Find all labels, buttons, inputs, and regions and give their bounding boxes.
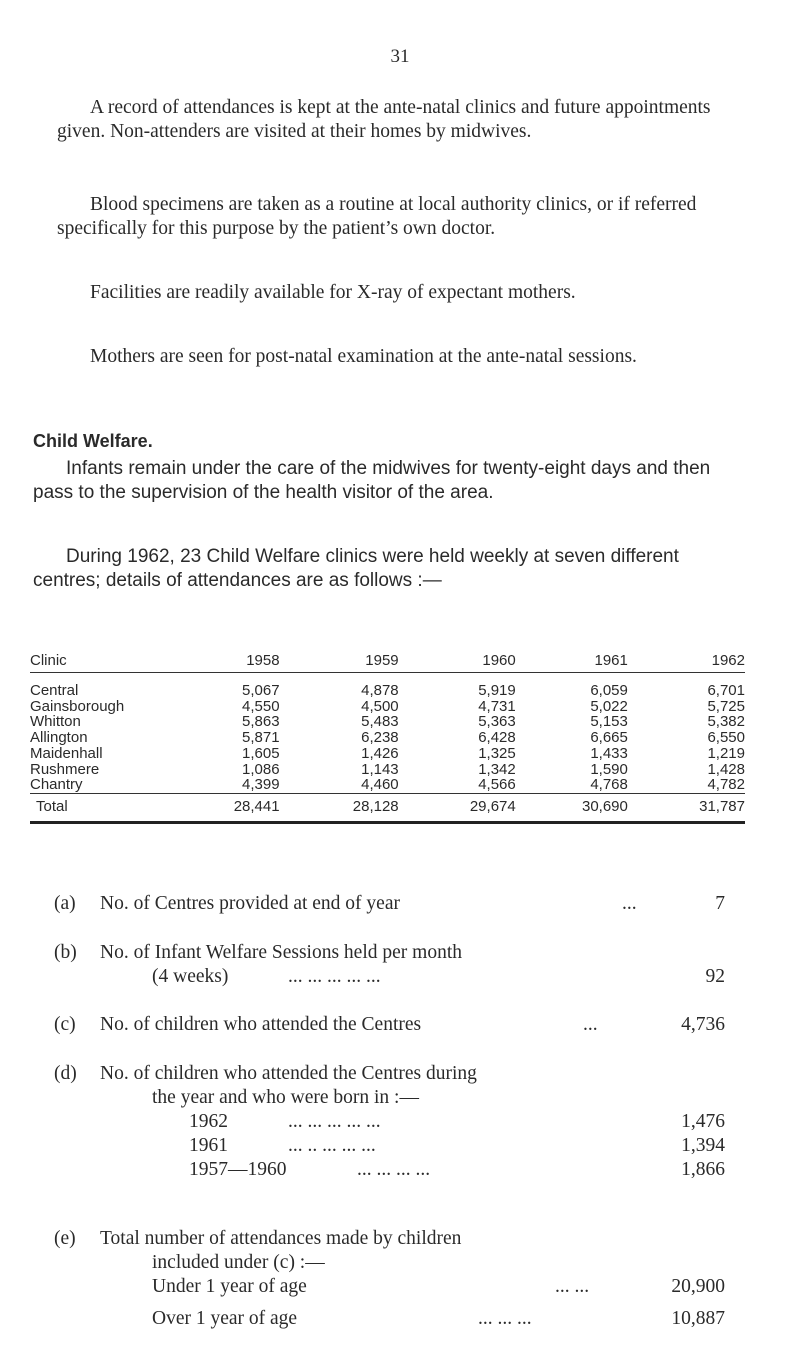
item-value: 92 — [705, 966, 725, 987]
table-cell: Maidenhall — [30, 744, 103, 762]
subrow-label: Over 1 year of age — [152, 1308, 298, 1329]
table-cell: 6,428 — [478, 729, 516, 747]
table-cell: 30,690 — [516, 793, 628, 822]
paragraph-text: Infants remain under the care of the midwives for twenty-eight days and then pass to the supervision of the health visitor of the area. — [33, 458, 711, 503]
item-text-continued: included under (c) :— — [152, 1252, 325, 1273]
table-cell: Rushmere — [30, 760, 100, 778]
table-cell: Central — [30, 682, 79, 700]
table-header-row — [30, 648, 745, 673]
attendance-table — [30, 648, 745, 824]
subrow-value: 1,476 — [681, 1111, 725, 1132]
table-cell: 4,550 — [242, 697, 280, 715]
table-row — [30, 714, 745, 730]
paragraph-post-natal — [57, 345, 742, 369]
table-cell: 6,701 — [707, 682, 745, 700]
paragraph-text: A record of attendances is kept at the ante-natal clinics and future appointments given. Non-attenders are visited at their homes by midwives. — [57, 97, 711, 142]
table-cell: 29,674 — [399, 793, 516, 822]
column-header: 1958 — [195, 648, 280, 673]
section-heading: Child Welfare. — [33, 431, 153, 451]
table-cell: 4,878 — [361, 682, 399, 700]
page-number: 31 — [390, 46, 410, 67]
table-cell: 6,665 — [590, 729, 628, 747]
item-letter: (a) — [54, 893, 76, 914]
column-header: 1962 — [628, 648, 745, 673]
item-letter: (d) — [54, 1063, 77, 1084]
paragraph-antenatal-record — [57, 96, 742, 144]
dot-leader: ... ... ... ... ... — [288, 1111, 381, 1132]
table-cell: Total — [30, 793, 195, 822]
table-cell: 5,725 — [707, 697, 745, 715]
table-cell: 4,500 — [361, 697, 399, 715]
table-cell: 1,219 — [707, 744, 745, 762]
subrow-label: 1962 — [189, 1111, 228, 1132]
item-text: No. of Infant Welfare Sessions held per month — [100, 942, 462, 963]
table-cell: 5,153 — [590, 713, 628, 731]
table-cell: Chantry — [30, 777, 195, 793]
table-row — [30, 730, 745, 746]
paragraph-infants — [33, 457, 743, 505]
table-row — [30, 746, 745, 762]
item-value: 7 — [715, 893, 725, 914]
item-text-continued: (4 weeks) — [152, 966, 229, 987]
dot-leader: ... ... ... — [478, 1308, 532, 1329]
table-cell: 31,787 — [628, 793, 745, 822]
item-letter: (b) — [54, 942, 77, 963]
table-cell: 5,863 — [242, 713, 280, 731]
table-cell: 1,590 — [590, 760, 628, 778]
table-cell: 1,325 — [478, 744, 516, 762]
subrow-label: 1961 — [189, 1135, 228, 1156]
item-text: Total number of attendances made by children — [100, 1228, 462, 1249]
dot-leader: ... .. ... ... ... — [288, 1135, 376, 1156]
item-text-continued: the year and who were born in :— — [152, 1087, 419, 1108]
paragraph-during-1962 — [33, 545, 743, 593]
dot-leader: ... — [622, 893, 637, 914]
table-cell: Allington — [30, 729, 88, 747]
table-cell: 5,919 — [478, 682, 516, 700]
paragraph-blood-specimens — [57, 193, 742, 241]
dot-leader: ... — [583, 1014, 598, 1035]
table-cell: 6,550 — [707, 729, 745, 747]
paragraph-text: Blood specimens are taken as a routine at local authority clinics, or if referred specifically for this purpose by the patient’s own doctor. — [57, 194, 697, 239]
paragraph-text: Facilities are readily available for X-ray of expectant mothers. — [90, 282, 576, 303]
dot-leader: ... ... ... ... ... — [288, 966, 381, 987]
item-value: 4,736 — [681, 1014, 725, 1035]
item-letter: (e) — [54, 1228, 76, 1249]
column-header: 1960 — [399, 648, 516, 673]
table-cell: 4,731 — [478, 697, 516, 715]
item-text: No. of Centres provided at end of year — [100, 893, 400, 914]
table-cell: 5,067 — [242, 682, 280, 700]
table-cell: 4,399 — [195, 777, 280, 793]
table-cell: 1,086 — [242, 760, 280, 778]
dot-leader: ... ... — [555, 1276, 590, 1297]
table-cell: 4,782 — [628, 777, 745, 793]
table-cell: 5,022 — [590, 697, 628, 715]
paragraph-text: Mothers are seen for post-natal examination at the ante-natal sessions. — [90, 346, 637, 367]
table-total-row — [30, 793, 745, 822]
subrow-value: 20,900 — [671, 1276, 725, 1297]
subrow-value: 10,887 — [671, 1308, 725, 1329]
table-row — [30, 777, 745, 793]
subrow-value: 1,866 — [681, 1159, 725, 1180]
table-cell: 28,128 — [280, 793, 399, 822]
table-cell: 5,871 — [242, 729, 280, 747]
table-cell: 4,566 — [399, 777, 516, 793]
table-cell: 6,059 — [590, 682, 628, 700]
paragraph-xray — [57, 281, 742, 305]
subrow-label: Under 1 year of age — [152, 1276, 307, 1297]
table-cell: 1,605 — [242, 744, 280, 762]
column-header: Clinic — [30, 648, 195, 673]
subrow-label: 1957—1960 — [189, 1159, 287, 1180]
table-row — [30, 699, 745, 715]
table-cell: 1,428 — [707, 760, 745, 778]
table-cell: 1,143 — [361, 760, 399, 778]
item-text: No. of children who attended the Centres during — [100, 1063, 477, 1084]
paragraph-text: During 1962, 23 Child Welfare clinics were held weekly at seven different centres; details of attendances are as follows :— — [33, 546, 679, 591]
table-cell: 5,382 — [707, 713, 745, 731]
item-text: No. of children who attended the Centres — [100, 1014, 422, 1035]
table-cell: 5,483 — [361, 713, 399, 731]
table-cell: 4,768 — [516, 777, 628, 793]
table-cell: 1,433 — [590, 744, 628, 762]
table-cell: Gainsborough — [30, 697, 125, 715]
item-letter: (c) — [54, 1014, 76, 1035]
column-header: 1961 — [516, 648, 628, 673]
table-cell: 6,238 — [361, 729, 399, 747]
table-cell: 4,460 — [280, 777, 399, 793]
table-cell: 5,363 — [478, 713, 516, 731]
table-row — [30, 673, 745, 699]
table-row — [30, 761, 745, 777]
subrow-value: 1,394 — [681, 1135, 725, 1156]
table-cell: 1,426 — [361, 744, 399, 762]
dot-leader: ... ... ... ... — [357, 1159, 431, 1180]
table-cell: 1,342 — [478, 760, 516, 778]
table-cell: Whitton — [30, 713, 81, 731]
column-header: 1959 — [280, 648, 399, 673]
table-cell: 28,441 — [195, 793, 280, 822]
